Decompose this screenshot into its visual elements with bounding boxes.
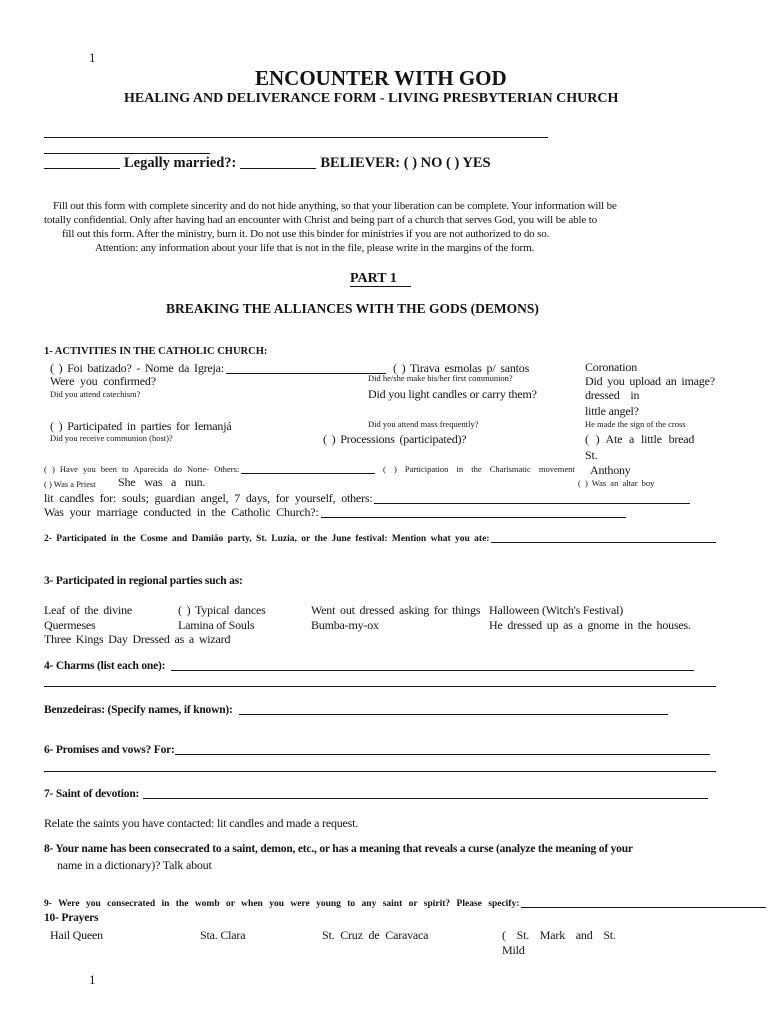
document-subtitle: HEALING AND DELIVERANCE FORM - LIVING PRESBYTERIAN CHURCH (124, 91, 619, 106)
q1-priest: ( ) Was a Priest (44, 479, 96, 489)
q1-processions: ( ) Processions (participated)? (323, 432, 467, 446)
q3-item: Three Kings Day Dressed as a wizard (44, 632, 231, 646)
q1-confirmed: Were you confirmed? (50, 374, 156, 388)
aparecida-others-blank (241, 473, 375, 474)
prayer-item: Sta. Clara (200, 928, 246, 942)
q4-label: 4- Charms (list each one): (44, 660, 166, 672)
q1-little-angel: little angel? (585, 404, 639, 418)
q7-label: 7- Saint of devotion: (44, 788, 140, 800)
q1-dressed-in: dressed in (585, 388, 640, 402)
info-blank-line (44, 153, 210, 154)
q9-blank (521, 907, 766, 908)
q1-marriage-label: Was your marriage conducted in the Catholic Church?: (44, 505, 319, 519)
pre-married-blank (44, 168, 120, 169)
section-title: BREAKING THE ALLIANCES WITH THE GODS (DEMONS) (166, 301, 539, 316)
benzedeiras-label: Benzedeiras: (Specify names, if known): (44, 704, 233, 716)
marriage-blank (321, 517, 626, 518)
q1-heading: 1- ACTIVITIES IN THE CATHOLIC CHURCH: (44, 346, 268, 357)
benzedeiras-row (44, 704, 668, 718)
q6-blank (175, 754, 710, 755)
q1-communion-host: Did you receive communion (host)? (50, 433, 173, 443)
q4-blank (171, 670, 694, 671)
q8-line-1: 8- Your name has been consecrated to a saint, demon, etc., or has a meaning that reveals a curse (analyze the meaning of your (44, 843, 633, 855)
q4-row (44, 660, 694, 674)
document-title: ENCOUNTER WITH GOD (255, 66, 507, 90)
legally-married-label: Legally married?: (124, 155, 237, 171)
relate-saints-text: Relate the saints you have contacted: lit candles and made a request. (44, 816, 359, 830)
intro-line-3: fill out this form. After the ministry, burn it. Do not use this binder for ministries if you are not authorized to do so. (62, 228, 550, 240)
name-blank-line (44, 137, 548, 138)
q1-nun: She was a nun. (118, 475, 206, 489)
q3-item: He dressed up as a gnome in the houses. (489, 618, 691, 632)
q1-altar-boy: ( ) Was an altar boy (578, 478, 655, 488)
q2-row (44, 534, 716, 545)
q1-anthony: Anthony (590, 463, 631, 477)
prayer-item: Hail Queen (50, 928, 103, 942)
q9-row (44, 899, 766, 910)
benzedeiras-blank (239, 714, 668, 715)
prayer-item: St. Cruz de Caravaca (322, 928, 429, 942)
q1-charismatic: ( ) Participation in the Charismatic movement (383, 464, 575, 474)
q7-blank (143, 798, 708, 799)
intro-line-2: totally confidential. Only after having had an encounter with Christ and being part of a church that serves God, you will be able to (44, 214, 597, 226)
q1-lit-candles-label: lit candles for: souls; guardian angel, 7 days, for yourself, others: (44, 491, 373, 505)
q1-st: St. (585, 448, 598, 462)
q1-candles: Did you light candles or carry them? (368, 387, 537, 401)
q1-lit-candles-row (44, 491, 690, 505)
q1-marriage-row (44, 505, 626, 519)
q1-ate-bread: ( ) Ate a little bread (585, 432, 695, 446)
q7-row (44, 788, 708, 802)
part-label: PART 1 (350, 271, 411, 287)
q1-first-communion: Did he/she make his/her first communion? (368, 373, 513, 383)
q1-upload-image: Did you upload an image? (585, 374, 715, 388)
q1-aparecida-label: ( ) Have you been to Aparecida do Norte- Others: (44, 464, 240, 474)
q1-catechism: Did you attend catechism? (50, 389, 141, 399)
q6-label: 6- Promises and vows? For: (44, 744, 175, 756)
q10-heading: 10- Prayers (44, 912, 99, 924)
church-name-blank (226, 373, 386, 374)
legally-married-blank (240, 168, 316, 169)
page-number-top: 1 (89, 50, 96, 65)
q1-coronation: Coronation (585, 360, 637, 374)
q2-label: 2- Participated in the Cosme and Damião party, St. Luzia, or the June festival: Mention what you ate: (44, 534, 490, 544)
q3-item: ( ) Typical dances (178, 603, 266, 617)
q3-item: Halloween (Witch's Festival) (489, 603, 624, 617)
intro-line-1: Fill out this form with complete sincerity and do not hide anything, so that your liberation can be complete. Your information will be (53, 200, 617, 212)
q3-item: Quermeses (44, 618, 96, 632)
q3-item: Went out dressed asking for things (311, 603, 481, 617)
believer-label: BELIEVER: ( ) NO ( ) YES (320, 155, 491, 171)
q3-item: Leaf of the divine (44, 603, 133, 617)
prayer-item: ( St. Mark and St. (502, 928, 616, 942)
q1-alms: ( ) Tirava esmolas p/ santos (393, 361, 530, 375)
prayer-item: Mild (502, 943, 525, 957)
intro-line-4: Attention: any information about your life that is not in the file, please write in the margins of the form. (95, 242, 535, 254)
marital-believer-row (44, 155, 491, 172)
q3-item: Bumba-my-ox (311, 618, 379, 632)
lit-candles-others-blank (374, 503, 690, 504)
q1-aparecida-row (44, 464, 375, 474)
q1-sign-of-cross: He made the sign of the cross (585, 419, 686, 429)
q4-blank-line-2 (44, 686, 716, 687)
part-heading (350, 270, 411, 287)
q3-item: Lamina of Souls (178, 618, 255, 632)
q8-line-2: name in a dictionary)? Talk about (57, 858, 212, 872)
q1-baptized-label: ( ) Foi batizado? - Nome da Igreja: (50, 361, 224, 375)
q1-iemanja: ( ) Participated in parties for Iemanjá (50, 419, 232, 433)
q6-blank-line-2 (44, 771, 716, 772)
q6-row (44, 744, 710, 758)
page-number-bottom: 1 (89, 972, 96, 987)
q9-label: 9- Were you consecrated in the womb or when you were young to any saint or spirit? Please specify: (44, 899, 520, 909)
q3-heading: 3- Participated in regional parties such as: (44, 575, 243, 587)
q1-mass: Did you attend mass frequently? (368, 419, 479, 429)
q2-blank (491, 542, 716, 543)
